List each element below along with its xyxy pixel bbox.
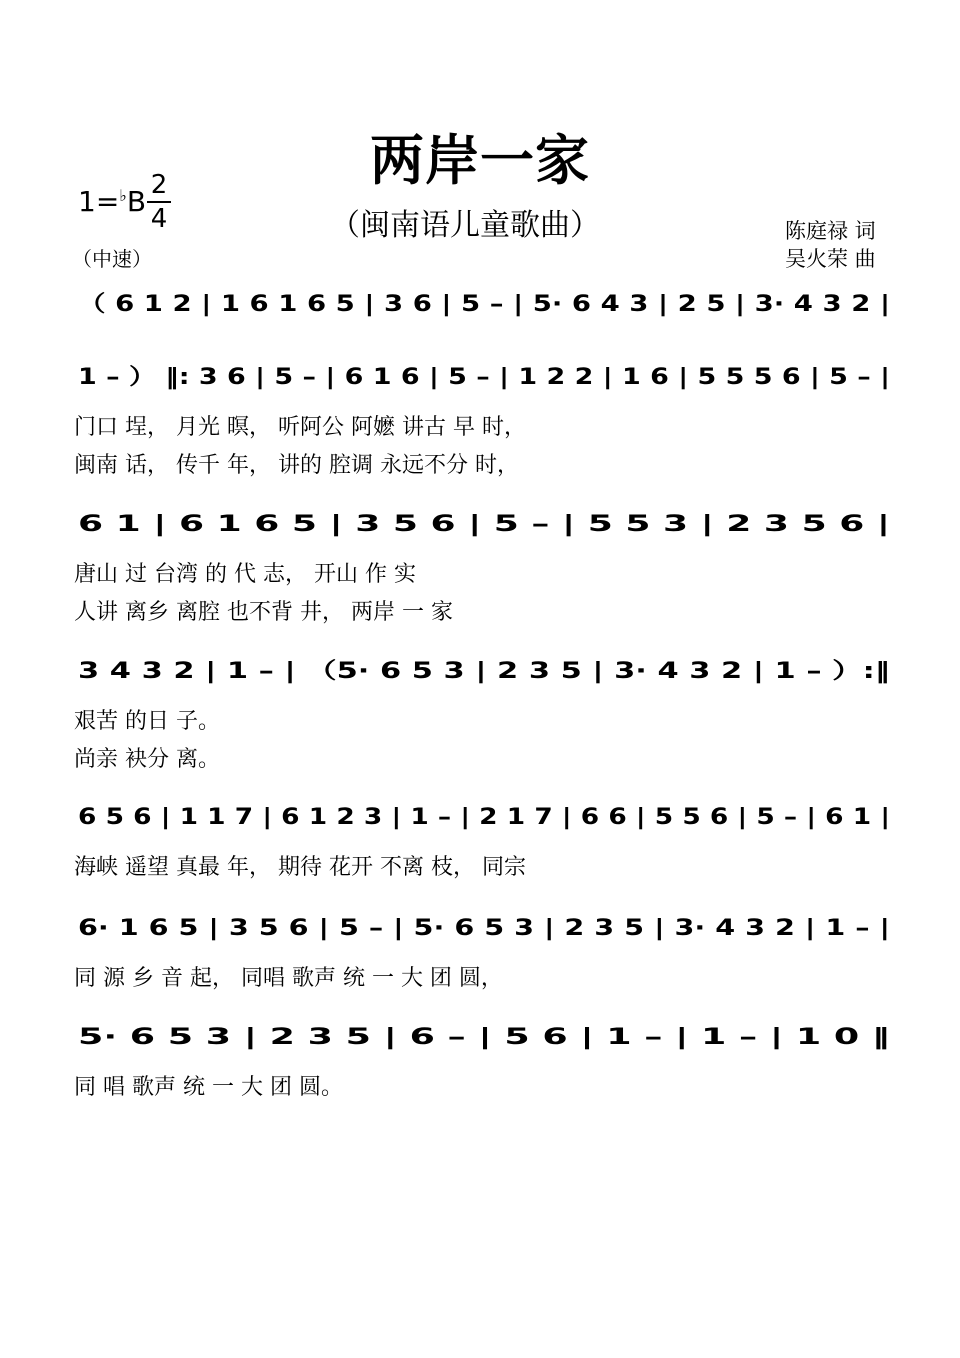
lyrics-text: 同 唱 歌声 统 一 大 团 圆。 (74, 1075, 343, 1100)
lyrics-svg (0, 591, 960, 631)
notation-svg (0, 503, 960, 553)
lyrics-text: 唐山 过 台湾 的 代 志， 开山 作 实 (74, 562, 416, 587)
lyrics-svg (0, 444, 960, 484)
lyrics-row (0, 957, 960, 1007)
key-label: 1= (78, 185, 120, 218)
lyrics-row (0, 444, 960, 494)
notation-svg (0, 356, 960, 406)
key-note: B (126, 185, 147, 218)
notation-text: 5· 6 5 3 | 2 3 5 | 6 – | 5 6 | 1 – | 1 – | 1 0 ‖ (78, 1025, 890, 1050)
song-title: 两岸一家 (370, 129, 590, 192)
time-signature (147, 170, 171, 234)
lyrics-svg (0, 700, 960, 740)
notation-text: （ 6 1 2 | 1 6 1 6 5 | 3 6 | 5 – | 5· 6 4 3 | 2 5 | 3· 4 3 2 | (78, 292, 890, 317)
notation-svg (0, 283, 960, 333)
lyrics-text: 闽南 话， 传千 年， 讲的 腔调 永远不分 时， (74, 453, 519, 478)
notation-row (0, 650, 960, 700)
notation-text: 6· 1 6 5 | 3 5 6 | 5 – | 5· 6 5 3 | 2 3 5 | 3· 4 3 2 | 1 – | (78, 916, 890, 941)
notation-row (0, 907, 960, 957)
lyrics-text: 门口 埕， 月光 暝， 听阿公 阿嬷 讲古 早 时， (74, 415, 526, 440)
song-subtitle: （闽南语儿童歌曲） (330, 208, 600, 243)
lyrics-svg (0, 846, 960, 886)
notation-text: 6 5 6 | 1 1 7 | 6 1 2 3 | 1 – | 2 1 7 | 6 6 | 5 5 6 | 5 – | 6 1 | (78, 805, 890, 830)
lyrics-svg (0, 553, 960, 593)
time-signature-bar (147, 201, 171, 203)
lyrics-row (0, 1066, 960, 1116)
tempo-marking: （中速） (72, 247, 152, 271)
lyricist-credit: 陈庭禄 词 (785, 219, 876, 243)
notation-svg (0, 1016, 960, 1066)
time-signature-top: 2 (150, 170, 168, 200)
composer-credit: 吴火荣 曲 (785, 247, 876, 271)
time-signature-bottom: 4 (150, 204, 168, 234)
lyrics-text: 同 源 乡 音 起， 同唱 歌声 统 一 大 团 圆， (74, 966, 503, 991)
lyrics-text: 人讲 离乡 离腔 也不背 井， 两岸 一 家 (74, 600, 453, 625)
notation-text: 1 – ） ‖: 3 6 | 5 – | 6 1 6 | 5 – | 1 2 2 | 1 6 | 5 5 5 6 | 5 – | (78, 365, 890, 390)
notation-svg (0, 907, 960, 957)
notation-row (0, 503, 960, 553)
lyrics-svg (0, 738, 960, 778)
lyrics-text: 海峡 遥望 真最 年， 期待 花开 不离 枝， 同宗 (74, 855, 526, 880)
flat-sign: ♭ (119, 186, 127, 205)
notation-row (0, 796, 960, 846)
key-signature (78, 185, 146, 218)
lyrics-row (0, 846, 960, 896)
notation-row (0, 1016, 960, 1066)
lyrics-text: 艰苦 的日 子。 (74, 709, 220, 734)
lyrics-row (0, 738, 960, 788)
notation-svg (0, 650, 960, 700)
lyrics-svg (0, 957, 960, 997)
notation-text: 6 1 | 6 1 6 5 | 3 5 6 | 5 – | 5 5 3 | 2 3 5 6 | (78, 512, 890, 537)
notation-svg (0, 796, 960, 846)
lyrics-text: 尚亲 袂分 离。 (74, 747, 220, 772)
notation-row (0, 356, 960, 406)
lyrics-row (0, 591, 960, 641)
notation-text: 3 4 3 2 | 1 – | （5· 6 5 3 | 2 3 5 | 3· 4 3 2 | 1 – ）:‖ (78, 659, 890, 684)
lyrics-svg (0, 406, 960, 446)
notation-row (0, 283, 960, 333)
lyrics-svg (0, 1066, 960, 1106)
